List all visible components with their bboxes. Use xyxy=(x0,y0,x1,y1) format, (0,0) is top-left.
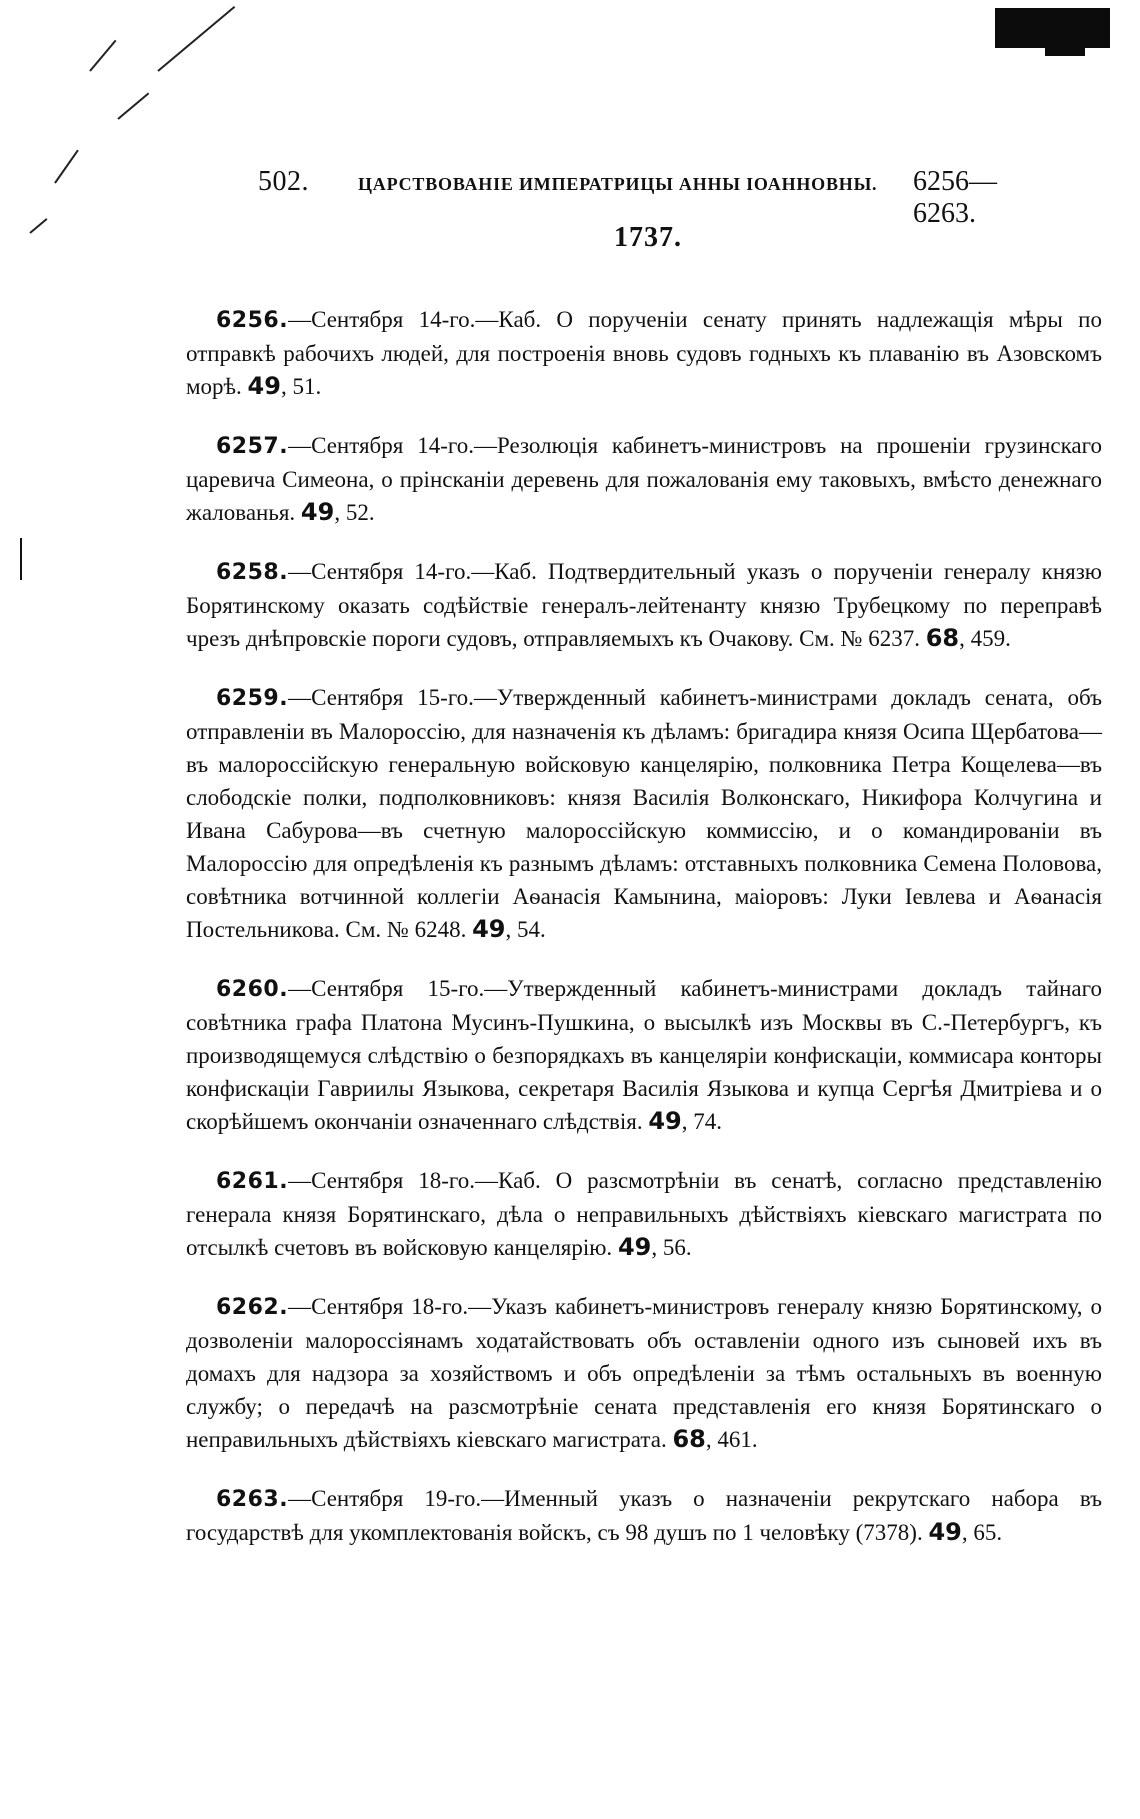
running-header xyxy=(258,166,1058,229)
law-entry xyxy=(186,555,1102,655)
entry-number: 6257. xyxy=(216,434,289,459)
running-title: ЦАРСТВОВАНІЕ ИМПЕРАТРИЦЫ АННЫ ІОАННОВНЫ. xyxy=(358,174,878,194)
entry-number: 6261. xyxy=(216,1169,289,1194)
law-entry xyxy=(186,1164,1102,1264)
entry-text: —Сентября 14-го.—Резолюція кабинетъ-министровъ на прошеніи грузинскаго царевича Симеона, о прінсканіи деревень для пожалованія ему таковыхъ, вмѣсто денежнаго жалованья. xyxy=(186,433,1102,525)
margin-pen-stroke xyxy=(29,218,47,234)
law-entry xyxy=(186,1290,1102,1456)
volume-reference: 68 xyxy=(925,624,960,652)
entry-text: —Сентября 14-го.—Каб. О порученіи сенату принять надлежащія мѣры по отправкѣ рабочихъ людей, для построенія вновь судовъ годныхъ къ плаванію въ Азовскомъ морѣ. xyxy=(186,307,1102,399)
page-reference: , 461. xyxy=(705,1427,758,1452)
page-reference: , 459. xyxy=(959,626,1011,651)
page-reference: , 56. xyxy=(651,1235,692,1260)
margin-pen-stroke xyxy=(54,150,79,184)
volume-reference: 49 xyxy=(300,498,335,526)
margin-pen-stroke xyxy=(157,6,235,72)
scan-corner-artifact xyxy=(995,8,1110,48)
law-entry xyxy=(186,303,1102,403)
entry-number: 6262. xyxy=(216,1295,289,1320)
page-reference: , 52. xyxy=(334,500,375,525)
entry-text: —Сентября 18-го.—Каб. О разсмотрѣніи въ сенатѣ, согласно представленію генерала князя Борятинскаго, дѣла о неправильныхъ дѣйствіяхъ кіевскаго магистрата по отсылкѣ счетовъ въ войсковую канцелярію. xyxy=(186,1168,1102,1260)
volume-reference: 49 xyxy=(648,1107,682,1135)
entry-text: —Сентября 18-го.—Указъ кабинетъ-министровъ генералу князю Борятинскому, о дозволеніи малороссіянамъ ходатайствовать объ оставленіи одного изъ сыновей ихъ въ домахъ для надзора за хозяйствомъ и объ опредѣленіи за тѣмъ остальныхъ въ военную службу; о передачѣ на разсмотрѣніе сената представленія его князя Борятинскаго о неправильныхъ дѣйствіяхъ кіевскаго магистрата. xyxy=(186,1294,1102,1452)
entry-number: 6263. xyxy=(216,1487,289,1512)
volume-reference: 49 xyxy=(472,915,506,943)
law-entry xyxy=(186,1482,1102,1549)
margin-pen-stroke xyxy=(117,93,149,120)
entry-text: —Сентября 14-го.—Каб. Подтвердительный указъ о порученіи генералу князю Борятинскому оказать содѣйствіе генералъ-лейтенанту князю Трубецкому по переправѣ чрезъ днѣпровскіе пороги судовъ, отправляемыхъ къ Очакову. См. № 6237. xyxy=(186,559,1102,651)
volume-reference: 49 xyxy=(247,372,281,400)
page-reference: , 54. xyxy=(505,917,546,942)
year-heading: 1737. xyxy=(614,222,682,253)
entry-text: —Сентября 15-го.—Утвержденный кабинетъ-министрами докладъ тайнаго совѣтника графа Платона Мусинъ-Пушкина, о высылкѣ изъ Москвы въ С.-Петербургъ, къ производящемуся слѣдствію о безпорядкахъ въ канцеляріи конфискаціи, коммисара конторы конфискаціи Гавриилы Языкова, секретаря Василія Языкова и купца Сергѣя Дмитріева и о скорѣйшемъ окончаніи означеннаго слѣдствія. xyxy=(186,976,1102,1134)
entry-number: 6260. xyxy=(216,977,289,1002)
volume-reference: 49 xyxy=(928,1518,962,1546)
margin-mark xyxy=(20,538,22,580)
entry-text: —Сентября 19-го.—Именный указъ о назначеніи рекрутскаго набора въ государствѣ для укомплектованія войскъ, съ 98 душъ по 1 человѣку (7378). xyxy=(186,1486,1102,1545)
page-reference: , 74. xyxy=(681,1109,722,1134)
entries-list xyxy=(186,280,1102,1575)
volume-reference: 68 xyxy=(672,1425,706,1453)
law-entry xyxy=(186,681,1102,946)
entry-range: 6256—6263. xyxy=(913,166,997,229)
entry-number: 6258. xyxy=(216,560,289,585)
margin-pen-stroke xyxy=(89,40,116,72)
page-reference: , 51. xyxy=(280,374,322,399)
law-entry xyxy=(186,972,1102,1138)
volume-reference: 49 xyxy=(617,1233,652,1261)
entry-text: —Сентября 15-го.—Утвержденный кабинетъ-министрами докладъ сената, объ отправленіи въ Малороссію, для назначенія къ дѣламъ: бригадира князя Осипа Щербатова—въ малороссійскую генеральную войсковую канцелярію, полковника Петра Кощелева—въ слободскіе полки, подполковниковъ: князя Василія Волконскаго, Никифора Колчугина и Ивана Сабурова—въ счетную малороссійскую коммиссію, и о командированіи въ Малороссію для опредѣленія къ разнымъ дѣламъ: отставныхъ полковника Семена Половова, совѣтника вотчинной коллегіи Аѳанасія Камынина, маіоровъ: Луки Іевлева и Аѳанасія Постельникова. См. № 6248. xyxy=(186,685,1102,942)
law-entry xyxy=(186,429,1102,529)
page-number: 502. xyxy=(258,166,309,197)
page-reference: , 65. xyxy=(961,1520,1003,1545)
entry-number: 6256. xyxy=(216,308,289,333)
entry-number: 6259. xyxy=(216,686,289,711)
